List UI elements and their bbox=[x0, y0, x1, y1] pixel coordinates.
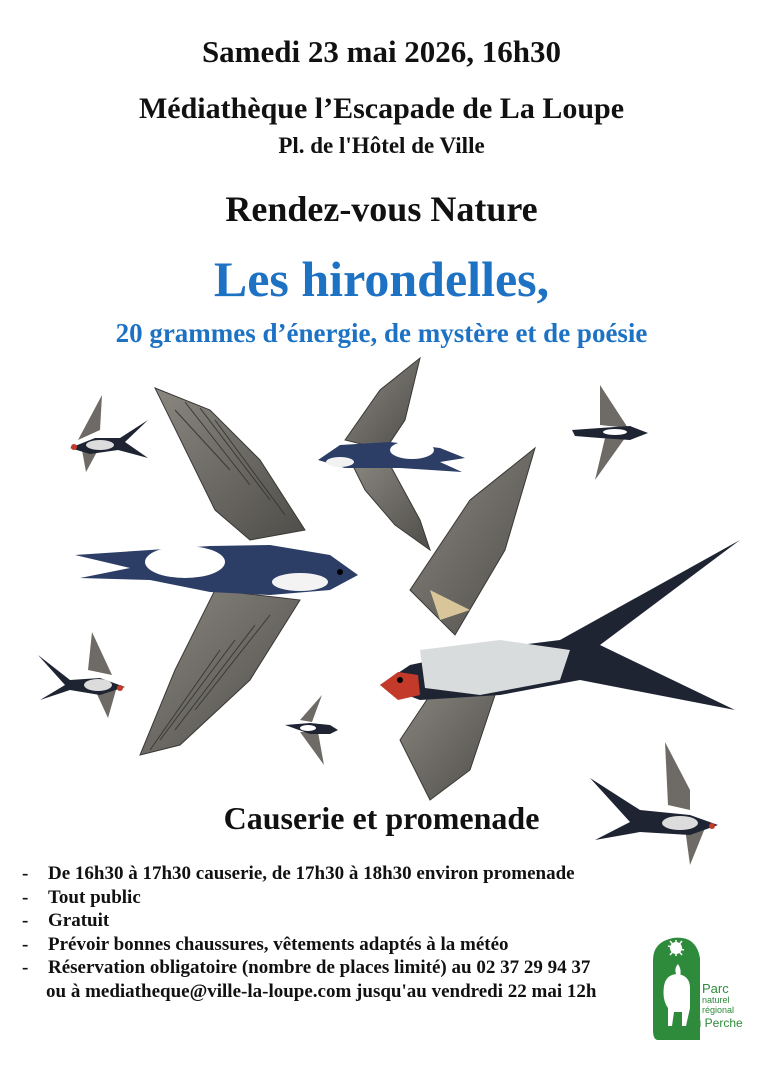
list-item bbox=[22, 886, 642, 910]
detail-schedule: De 16h30 à 17h30 causerie, de 17h30 à 18h30 environ promenade bbox=[48, 863, 575, 884]
park-name-line4: du Perche bbox=[688, 1016, 743, 1030]
list-marker: - bbox=[22, 957, 29, 978]
event-date: Samedi 23 mai 2026, 16h30 bbox=[201, 34, 562, 69]
swallows-illustration bbox=[0, 350, 763, 870]
swallow-small-center-icon bbox=[285, 695, 338, 765]
poster-subtitle: 20 grammes d’énergie, de mystère et de poésie bbox=[115, 318, 648, 348]
house-martin-top-icon bbox=[318, 358, 465, 550]
list-item bbox=[22, 956, 642, 980]
series-title: Rendez-vous Nature bbox=[225, 189, 538, 229]
list-item bbox=[22, 909, 642, 933]
detail-audience: Tout public bbox=[48, 886, 141, 908]
details-list bbox=[22, 862, 642, 1003]
park-name bbox=[688, 981, 743, 1030]
detail-reservation: Réservation obligatoire (nombre de places limité) au 02 37 29 94 37 bbox=[48, 957, 591, 978]
list-marker: - bbox=[22, 933, 29, 955]
poster-title: Les hirondelles, bbox=[213, 251, 550, 307]
list-item bbox=[22, 862, 642, 886]
venue-name: Médiathèque l’Escapade de La Loupe bbox=[138, 92, 625, 125]
activity-heading: Causerie et promenade bbox=[223, 800, 540, 836]
detail-price: Gratuit bbox=[48, 910, 110, 931]
park-name-line3: régional bbox=[702, 1005, 735, 1015]
swallow-small-top-right-icon bbox=[572, 385, 648, 480]
detail-equipment: Prévoir bonnes chaussures, vêtements adaptés à la météo bbox=[48, 933, 509, 955]
list-marker: - bbox=[22, 886, 29, 908]
park-name-line2: naturel bbox=[702, 995, 730, 1005]
swallow-small-top-left-icon bbox=[70, 395, 148, 472]
park-name-line1: Parc bbox=[702, 981, 729, 996]
swallow-small-mid-left-icon bbox=[38, 632, 125, 718]
venue-address: Pl. de l'Hôtel de Ville bbox=[278, 133, 485, 158]
barn-swallow-large-icon bbox=[380, 448, 740, 800]
list-marker: - bbox=[22, 910, 29, 931]
list-item bbox=[22, 933, 642, 957]
detail-reservation-continued: ou à mediatheque@ville-la-loupe.com jusqu'au vendredi 22 mai 12h bbox=[46, 980, 597, 1002]
list-marker: - bbox=[22, 863, 29, 884]
park-logo bbox=[648, 930, 758, 1050]
